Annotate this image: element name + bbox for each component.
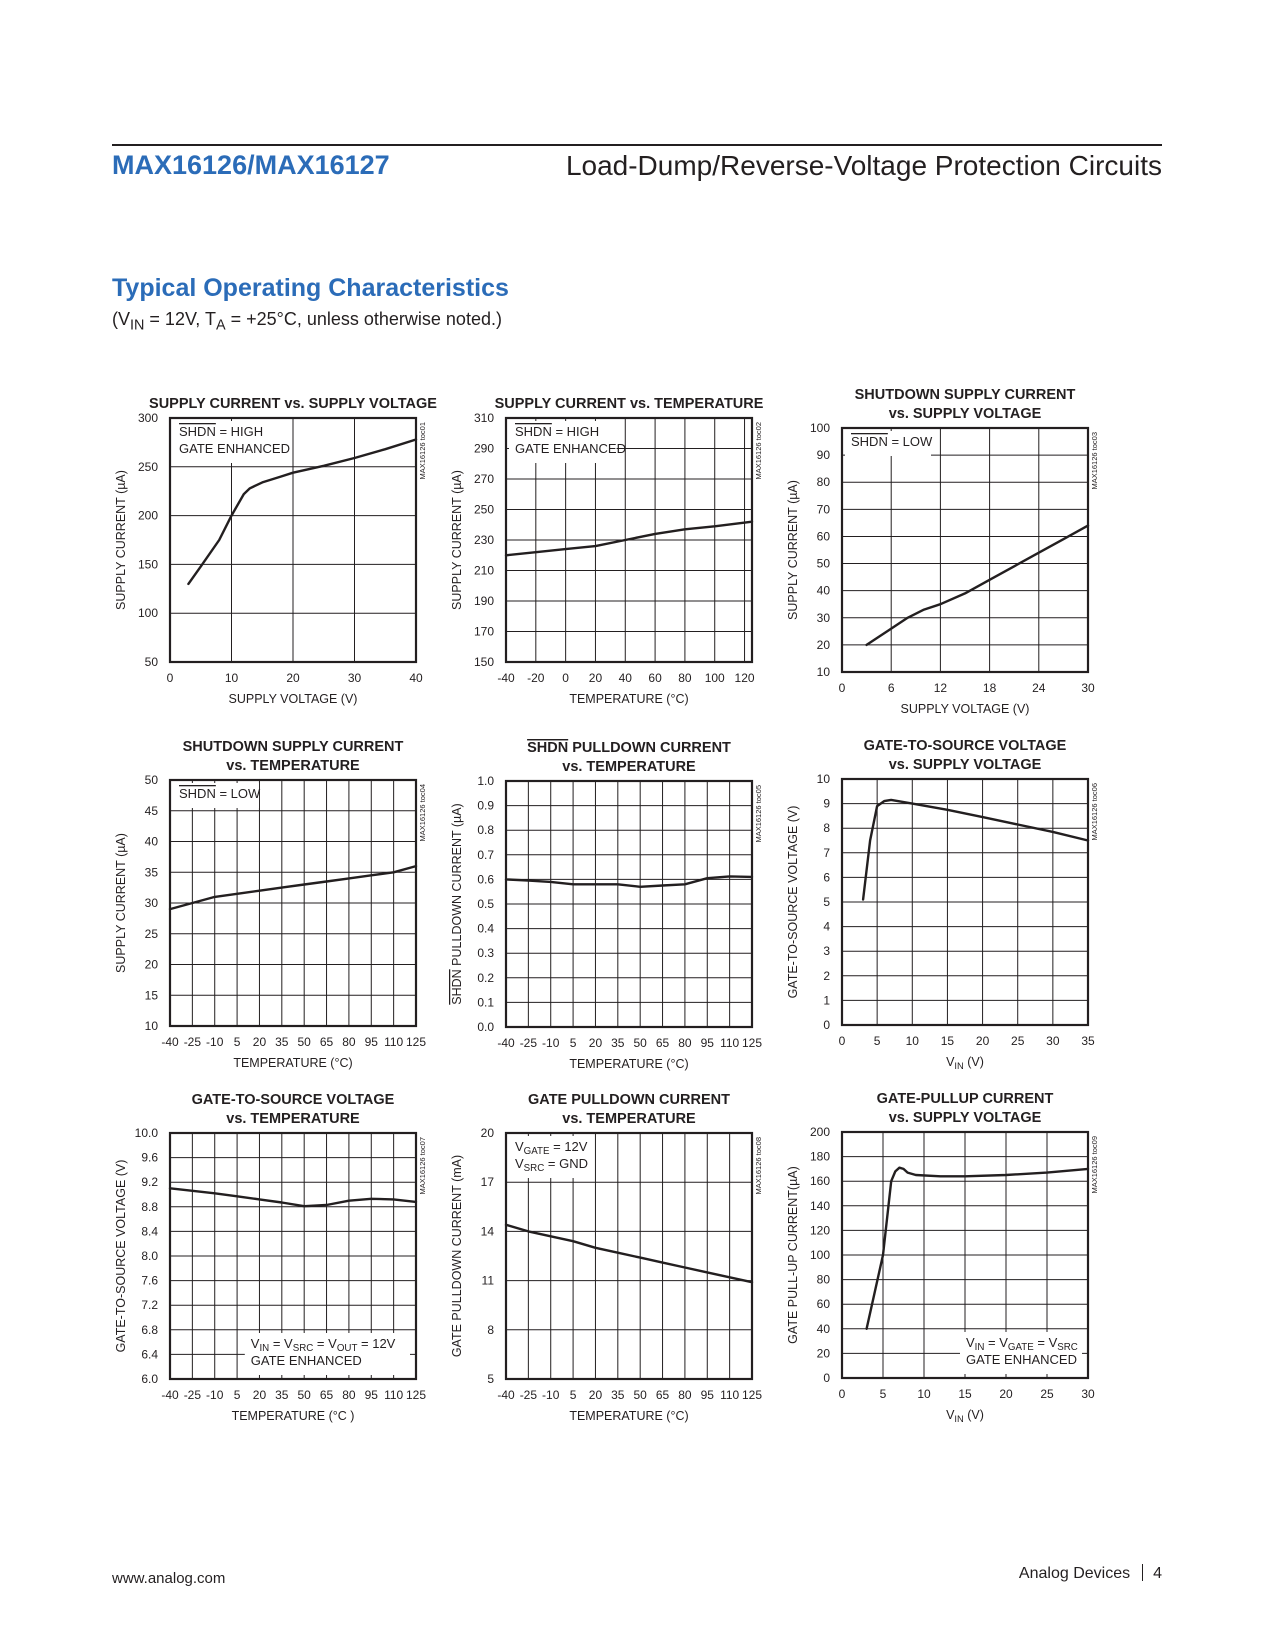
x-tick-label: 35: [1081, 1034, 1095, 1048]
x-tick-label: 80: [342, 1035, 356, 1049]
y-tick-label: 0.2: [477, 970, 494, 985]
x-axis-label: TEMPERATURE (°C): [569, 692, 689, 706]
y-tick-label: 0.6: [477, 872, 494, 887]
x-tick-label: -20: [527, 671, 545, 685]
x-tick-label: 65: [319, 1388, 334, 1402]
x-tick-label: 40: [409, 671, 423, 685]
y-tick-label: 250: [137, 459, 158, 474]
part-number: MAX16126/MAX16127: [112, 150, 390, 180]
chart-3: [786, 387, 1099, 716]
y-tick-label: 3: [823, 944, 830, 959]
x-tick-label: -10: [542, 1388, 560, 1402]
section-conditions: ($V_{IN} = 12V$, $T_A = +25^\circ C$, unless otherwise noted.): [112, 309, 502, 334]
x-tick-label: 5: [233, 1388, 241, 1402]
x-tick-label: 25: [1011, 1034, 1025, 1048]
x-axis-label: TEMPERATURE (°C): [569, 1409, 689, 1423]
y-tick-label: 0: [823, 1371, 830, 1385]
y-tick-label: 7.6: [141, 1273, 158, 1288]
x-tick-label: -40: [161, 1035, 179, 1049]
x-tick-label: 0: [838, 1387, 846, 1401]
x-tick-label: 50: [633, 1036, 647, 1050]
y-tick-label: 7: [823, 845, 830, 860]
y-axis-label: SHDN PULLDOWN CURRENT (µA): [450, 803, 464, 1005]
y-tick-label: 40: [816, 583, 830, 598]
x-tick-label: 10: [917, 1387, 931, 1401]
x-tick-label: 18: [982, 681, 997, 695]
x-tick-label: 50: [297, 1035, 311, 1049]
y-tick-label: 200: [137, 508, 158, 523]
x-tick-label: 35: [275, 1035, 289, 1049]
x-tick-label: 0: [838, 681, 846, 695]
y-tick-label: 20: [816, 1346, 830, 1361]
y-tick-label: 160: [809, 1174, 830, 1189]
y-tick-label: 0.7: [477, 847, 494, 862]
x-tick-label: 0: [838, 1034, 846, 1048]
chart-8: [450, 1092, 763, 1423]
footer-page-info: [1019, 1564, 1162, 1583]
chart-title: GATE PULLDOWN CURRENT: [528, 1092, 730, 1108]
chart-title: GATE-PULLUP CURRENT: [876, 1091, 1054, 1107]
y-tick-label: 6.4: [141, 1347, 158, 1362]
x-tick-label: 110: [384, 1035, 404, 1049]
y-tick-label: 6: [823, 870, 830, 885]
figure-code: MAX16126 toc05: [754, 785, 763, 843]
x-tick-label: 35: [611, 1036, 625, 1050]
chart-annotation: GATE ENHANCED: [250, 1353, 362, 1368]
x-tick-label: 100: [704, 671, 725, 685]
x-tick-label: 0: [562, 671, 569, 685]
data-series-line: [863, 800, 1088, 900]
y-tick-label: 9: [823, 796, 830, 811]
y-tick-label: 0.9: [477, 798, 494, 813]
chart-annotation: SHDN = HIGH: [179, 424, 264, 439]
x-axis-label: TEMPERATURE (°C ): [231, 1409, 355, 1423]
chart-1: [114, 396, 437, 706]
footer-url[interactable]: www.analog.com: [112, 1570, 226, 1587]
y-tick-label: 8: [487, 1322, 494, 1337]
y-tick-label: 35: [144, 865, 158, 880]
y-tick-label: 40: [816, 1321, 830, 1336]
y-tick-label: 15: [144, 988, 158, 1003]
y-tick-label: 0.4: [477, 921, 494, 936]
x-tick-label: 20: [588, 671, 603, 685]
x-tick-label: 20: [286, 671, 300, 685]
y-tick-label: 0.3: [477, 946, 494, 961]
y-tick-label: 5: [823, 895, 830, 909]
y-tick-label: 2: [823, 968, 830, 983]
chart-annotation: GATE ENHANCED: [515, 441, 626, 456]
x-tick-label: 6: [887, 681, 895, 695]
y-axis-label: GATE-TO-SOURCE VOLTAGE (V): [114, 1159, 128, 1353]
y-tick-label: 180: [809, 1149, 830, 1164]
x-tick-label: -40: [497, 1388, 515, 1402]
y-tick-label: 7.2: [141, 1298, 158, 1313]
figure-code: MAX16126 toc08: [754, 1137, 763, 1195]
chart-4: [114, 739, 427, 1070]
x-tick-label: 20: [588, 1388, 603, 1402]
y-tick-label: 14: [480, 1224, 494, 1239]
chart-annotation: $V_{GATE} = 12V$: [515, 1139, 588, 1157]
x-tick-label: 60: [648, 671, 662, 685]
chart-annotation: GATE ENHANCED: [179, 441, 290, 456]
y-tick-label: 0.0: [477, 1020, 494, 1034]
y-tick-label: 0.8: [477, 823, 494, 838]
x-tick-label: -25: [519, 1388, 538, 1402]
x-tick-label: 30: [1081, 681, 1095, 695]
x-tick-label: 10: [224, 671, 239, 685]
chart-title: vs. SUPPLY VOLTAGE: [888, 1110, 1042, 1126]
y-tick-label: 90: [816, 448, 830, 463]
x-tick-label: 120: [734, 671, 755, 685]
y-tick-label: 5: [487, 1372, 494, 1386]
figure-code: MAX16126 toc02: [754, 422, 763, 480]
chart-annotation: $V_{SRC}$ = GND: [515, 1156, 588, 1174]
y-tick-label: 8.8: [141, 1199, 158, 1214]
x-tick-label: 110: [720, 1388, 740, 1402]
y-tick-label: 50: [144, 655, 158, 669]
x-tick-label: 35: [611, 1388, 625, 1402]
x-tick-label: 15: [958, 1387, 972, 1401]
y-tick-label: 10: [816, 772, 830, 786]
x-tick-label: 65: [655, 1036, 670, 1050]
section-title: Typical Operating Characteristics: [112, 274, 509, 302]
x-tick-label: 25: [1040, 1387, 1054, 1401]
x-tick-label: -10: [206, 1035, 224, 1049]
x-tick-label: 30: [1081, 1387, 1095, 1401]
y-tick-label: 150: [473, 655, 494, 669]
x-tick-label: 0: [166, 671, 174, 685]
document-title: Load-Dump/Reverse-Voltage Protection Circuits: [565, 150, 1162, 181]
x-tick-label: 20: [999, 1387, 1013, 1401]
x-tick-label: 80: [342, 1388, 356, 1402]
x-tick-label: -25: [183, 1388, 202, 1402]
y-axis-label: SUPPLY CURRENT (µA): [450, 470, 464, 610]
x-tick-label: 125: [741, 1036, 763, 1050]
x-axis-label: $V_{IN}$ (V): [946, 1408, 984, 1424]
x-tick-label: 110: [720, 1036, 740, 1050]
y-tick-label: 9.6: [141, 1150, 158, 1165]
chart-annotation: SHDN = HIGH: [515, 424, 600, 439]
y-tick-label: 300: [137, 411, 158, 425]
x-tick-label: 110: [384, 1388, 404, 1402]
figure-code: MAX16126 toc07: [418, 1137, 427, 1195]
y-tick-label: 100: [809, 421, 830, 435]
footer-company: Analog Devices: [1018, 1565, 1131, 1582]
x-tick-label: 15: [940, 1034, 955, 1048]
y-tick-label: 140: [809, 1198, 830, 1213]
y-tick-label: 11: [481, 1273, 494, 1288]
y-tick-label: 100: [809, 1248, 830, 1262]
x-tick-label: 5: [873, 1034, 881, 1048]
footer-page-number: 4: [1153, 1565, 1162, 1582]
x-tick-label: 20: [975, 1034, 990, 1048]
x-tick-label: 125: [405, 1388, 427, 1402]
y-axis-label: GATE PULLDOWN CURRENT (mA): [450, 1154, 464, 1358]
figure-code: MAX16126 toc06: [1090, 783, 1099, 841]
figure-code: MAX16126 toc01: [418, 422, 427, 480]
y-tick-label: 25: [144, 926, 158, 941]
chart-annotation: $V_{IN} = V_{SRC} = V_{OUT} = 12V$: [250, 1336, 396, 1354]
x-axis-label: TEMPERATURE (°C): [569, 1057, 689, 1071]
x-tick-label: -25: [183, 1035, 202, 1049]
x-tick-label: 50: [297, 1388, 311, 1402]
y-tick-label: 10: [816, 665, 830, 679]
y-tick-label: 20: [816, 637, 830, 652]
chart-6: [786, 738, 1099, 1071]
x-tick-label: 24: [1032, 681, 1046, 695]
x-axis-label: TEMPERATURE (°C): [233, 1056, 353, 1070]
y-tick-label: 100: [137, 606, 158, 621]
chart-title: vs. TEMPERATURE: [562, 1111, 696, 1127]
data-series-line: [506, 1225, 752, 1282]
chart-title: vs. TEMPERATURE: [226, 1111, 360, 1127]
y-axis-label: SUPPLY CURRENT (µA): [114, 470, 128, 610]
y-tick-label: 70: [816, 502, 830, 517]
y-tick-label: 20: [144, 957, 158, 972]
y-tick-label: 50: [816, 556, 830, 571]
y-tick-label: 0.5: [477, 897, 494, 911]
chart-7: [114, 1092, 427, 1423]
y-tick-label: 9.2: [141, 1175, 158, 1190]
chart-title: vs. TEMPERATURE: [226, 758, 360, 774]
y-tick-label: 0: [823, 1018, 830, 1032]
y-tick-label: 60: [816, 529, 830, 544]
y-tick-label: 10.0: [134, 1126, 158, 1140]
y-axis-label: SUPPLY CURRENT (µA): [786, 480, 800, 620]
x-tick-label: 30: [347, 671, 362, 685]
x-tick-label: 40: [618, 671, 632, 685]
x-axis-label: SUPPLY VOLTAGE (V): [228, 692, 358, 706]
x-tick-label: -10: [542, 1036, 560, 1050]
x-tick-label: 80: [678, 671, 692, 685]
chart-2: [450, 396, 764, 706]
y-tick-label: 8.0: [141, 1249, 158, 1263]
y-axis-label: GATE PULL-UP CURRENT(µA): [786, 1166, 800, 1344]
chart-title: GATE-TO-SOURCE VOLTAGE: [191, 1092, 395, 1108]
figure-code: MAX16126 toc09: [1090, 1136, 1099, 1194]
chart-annotation: GATE ENHANCED: [966, 1352, 1077, 1367]
x-tick-label: 12: [933, 681, 948, 695]
y-tick-label: 8.4: [141, 1224, 158, 1239]
y-tick-label: 30: [816, 610, 830, 625]
y-tick-label: 1.0: [477, 774, 494, 788]
x-tick-label: 80: [678, 1388, 692, 1402]
y-tick-label: 200: [809, 1125, 830, 1139]
x-axis-label: SUPPLY VOLTAGE (V): [900, 702, 1030, 716]
y-tick-label: 17: [480, 1175, 494, 1190]
y-tick-label: 80: [816, 475, 830, 490]
x-tick-label: 95: [700, 1036, 714, 1050]
data-series-line: [506, 876, 752, 886]
x-tick-label: 5: [569, 1036, 577, 1050]
x-tick-label: 5: [879, 1387, 887, 1401]
figure-code: MAX16126 toc04: [418, 784, 427, 842]
footer-separator: [1142, 1564, 1143, 1581]
x-tick-label: 30: [1046, 1034, 1060, 1048]
x-tick-label: 95: [364, 1035, 378, 1049]
y-tick-label: 270: [473, 472, 494, 486]
x-tick-label: 65: [655, 1388, 670, 1402]
x-tick-label: 125: [405, 1035, 427, 1049]
x-tick-label: 5: [569, 1388, 577, 1402]
x-tick-label: 20: [588, 1036, 603, 1050]
y-tick-label: 20: [480, 1126, 494, 1140]
y-tick-label: 8: [823, 821, 830, 836]
chart-title: vs. SUPPLY VOLTAGE: [888, 757, 1042, 773]
chart-title: SUPPLY CURRENT vs. TEMPERATURE: [494, 396, 764, 412]
chart-annotation: SHDN = LOW: [851, 434, 933, 449]
x-tick-label: 5: [233, 1035, 241, 1049]
y-tick-label: 45: [144, 803, 158, 818]
y-tick-label: 290: [473, 441, 494, 456]
y-tick-label: 30: [144, 896, 158, 910]
chart-title: SHDN PULLDOWN CURRENT: [527, 740, 731, 756]
y-tick-label: 210: [473, 563, 494, 578]
data-series-line: [867, 526, 1088, 645]
y-tick-label: 6.0: [141, 1372, 158, 1386]
y-tick-label: 4: [823, 919, 830, 934]
x-tick-label: 95: [700, 1388, 714, 1402]
data-series-line: [170, 1188, 416, 1206]
y-tick-label: 10: [144, 1019, 158, 1033]
chart-9: [786, 1091, 1099, 1424]
y-tick-label: 250: [473, 502, 494, 517]
y-tick-label: 50: [144, 773, 158, 787]
chart-annotation: $V_{IN} = V_{GATE} = V_{SRC}$: [966, 1335, 1078, 1353]
chart-title: SHUTDOWN SUPPLY CURRENT: [182, 739, 404, 755]
x-tick-label: 10: [905, 1034, 919, 1048]
x-tick-label: 20: [252, 1035, 267, 1049]
x-axis-label: $V_{IN}$ (V): [946, 1055, 984, 1071]
chart-title: SUPPLY CURRENT vs. SUPPLY VOLTAGE: [149, 396, 437, 412]
y-tick-label: 310: [473, 411, 494, 425]
x-tick-label: -25: [519, 1036, 538, 1050]
chart-title: SHUTDOWN SUPPLY CURRENT: [854, 387, 1076, 403]
y-tick-label: 1: [823, 993, 830, 1008]
x-tick-label: 125: [741, 1388, 763, 1402]
y-tick-label: 6.8: [141, 1322, 158, 1337]
y-tick-label: 230: [473, 533, 494, 547]
y-tick-label: 150: [137, 557, 158, 572]
x-tick-label: 20: [252, 1388, 267, 1402]
chart-5: [450, 740, 763, 1071]
chart-annotation: SHDN = LOW: [179, 786, 261, 801]
y-tick-label: 170: [473, 624, 494, 639]
x-tick-label: -10: [206, 1388, 224, 1402]
x-tick-label: 50: [633, 1388, 647, 1402]
x-tick-label: 65: [319, 1035, 334, 1049]
x-tick-label: -40: [497, 1036, 515, 1050]
x-tick-label: 80: [678, 1036, 692, 1050]
x-tick-label: -40: [497, 671, 515, 685]
x-tick-label: 95: [364, 1388, 378, 1402]
x-tick-label: 35: [275, 1388, 289, 1402]
y-tick-label: 0.1: [477, 995, 494, 1010]
y-axis-label: SUPPLY CURRENT (µA): [114, 833, 128, 973]
y-tick-label: 80: [816, 1272, 830, 1287]
chart-title: GATE-TO-SOURCE VOLTAGE: [863, 738, 1067, 754]
figure-code: MAX16126 toc03: [1090, 432, 1099, 490]
x-tick-label: -40: [161, 1388, 179, 1402]
chart-title: vs. TEMPERATURE: [562, 759, 696, 775]
y-tick-label: 190: [473, 594, 494, 608]
y-tick-label: 120: [809, 1223, 830, 1238]
y-axis-label: GATE-TO-SOURCE VOLTAGE (V): [786, 805, 800, 999]
y-tick-label: 60: [816, 1297, 830, 1312]
y-tick-label: 40: [144, 834, 158, 849]
chart-title: vs. SUPPLY VOLTAGE: [888, 406, 1042, 422]
